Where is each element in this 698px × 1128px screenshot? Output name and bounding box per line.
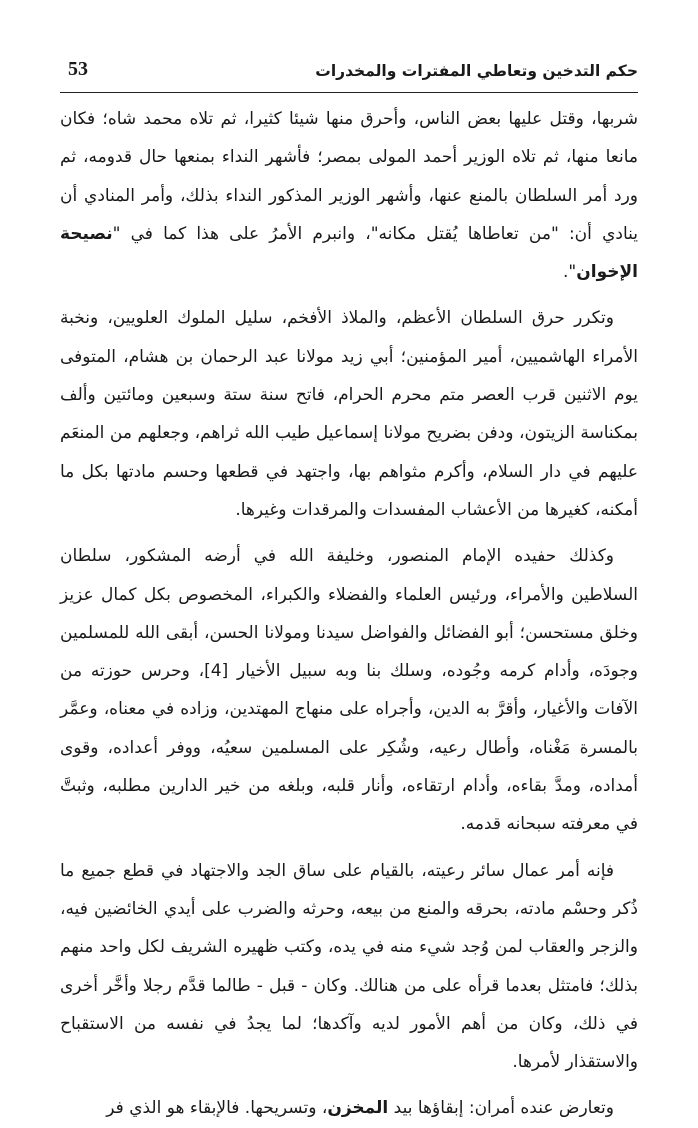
paragraph-1-end: ".: [563, 262, 577, 283]
paragraph-2: وتكرر حرق السلطان الأعظم، والملاذ الأفخم، سليل الملوك العلويين، ونخبة الأمراء الهاشميين، أمير المؤمنين؛ أبي زيد مولانا عبد الرحمان بن هشام، المتوفى يوم الاثنين قرب العصر متم محرم الحرام، فاتح سنة ستة وسبعين ومائتين وألف بمكناسة الزيتون، ودفن بضريح مولانا إسماعيل طيب الله ثراهم، وجعلهم من المنعَم عليهم في دار السلام، وأكرم مثواهم بها، واجتهد في قطعها وحسم مادتها بكل ما أمكنه، كغيرها من الأعشاب المفسدات والمرقدات وغيرها.: [60, 308, 638, 520]
paragraph-3: وكذلك حفيده الإمام المنصور، وخليفة الله في أرضه المشكور، سلطان السلاطين والأمراء، ورئيس العلماء والفضلاء والكبراء، المخصوص بكل كمال عزيز وخلق مستحسن؛ أبو الفضائل والفواضل سيدنا ومولانا الحسن، أبقى الله للمسلمين وجودَه، وأدام كرمه وجُوده، وسلك بنا وبه سبيل الأخيار [4]، وحرس حوزته من الآفات والأغيار، وأقرَّ به الدين، وأجراه على منهاج المهتدين، وزاده في معناه، وعمَّر بالمسرة مَغْناه، وأطال رعيه، وشُكِر على المسلمين سعيُه، ووفر أعداده، وقوى أمداده، ومدَّ بقاءه، وأدام ارتقاءه، وأنار قلبه، وبلغه من خير الدارين مطلبه، وثبتَّ في معرفته سبحانه قدمه.: [60, 546, 638, 835]
running-header: [60, 58, 638, 88]
paragraph-5: [60, 1089, 638, 1127]
paragraph-5-text: وتعارض عنده أمران: إبقاؤها بيد: [388, 1098, 614, 1119]
page-number: 53: [68, 58, 88, 80]
paragraph-4: فإنه أمر عمال سائر رعيته، بالقيام على ساق الجد والاجتهاد في قطع جميع ما ذُكر وحسْم مادته، بحرقه والمنع من بيعه، وحرثه والضرب على أيدي الخائضين فيه، والزجر والعقاب لمن وُجد شيء منه في يده، وكتب ظهيره الشريف لكل واحد منهم بذلك؛ فامتثل بعدما قرأه على من هنالك. وكان - قبل - طالما قدَّم رجلا وأخَّر أخرى في ذلك، وكان من أهم الأمور لديه وآكدها؛ لما يجدُ في نفسه من الاستقباح والاستقذار لأمرها.: [60, 860, 638, 1073]
header-rule: [60, 92, 638, 93]
book-title-bold: نصيحة الإخوان: [60, 223, 638, 283]
paragraph-1-text: شربها، وقتل عليها بعض الناس، وأحرق منها شيئا كثيرا، ثم تلاه محمد شاه؛ فكان مانعا منها، ثم تلاه الوزير أحمد المولى بمصر؛ فأشهر النداء بمنعها حال قدومه، ثم ورد أمر السلطان بالمنع عنها، وأشهر الوزير المذكور النداء بذلك، وأمر المنادي أن ينادي أن: "من تعاطاها يُقتل مكانه"، وانبرم الأمرُ على هذا كما في ": [60, 109, 638, 244]
makhzen-bold: المخزن: [327, 1098, 389, 1119]
running-head-title: حكم التدخين وتعاطي المفترات والمخدرات: [315, 62, 638, 80]
paragraph-5-end: ، وتسريحها. فالإبقاء هو الذي فر: [106, 1098, 328, 1119]
paragraph-1: [60, 100, 638, 291]
body-text: [60, 100, 638, 1128]
